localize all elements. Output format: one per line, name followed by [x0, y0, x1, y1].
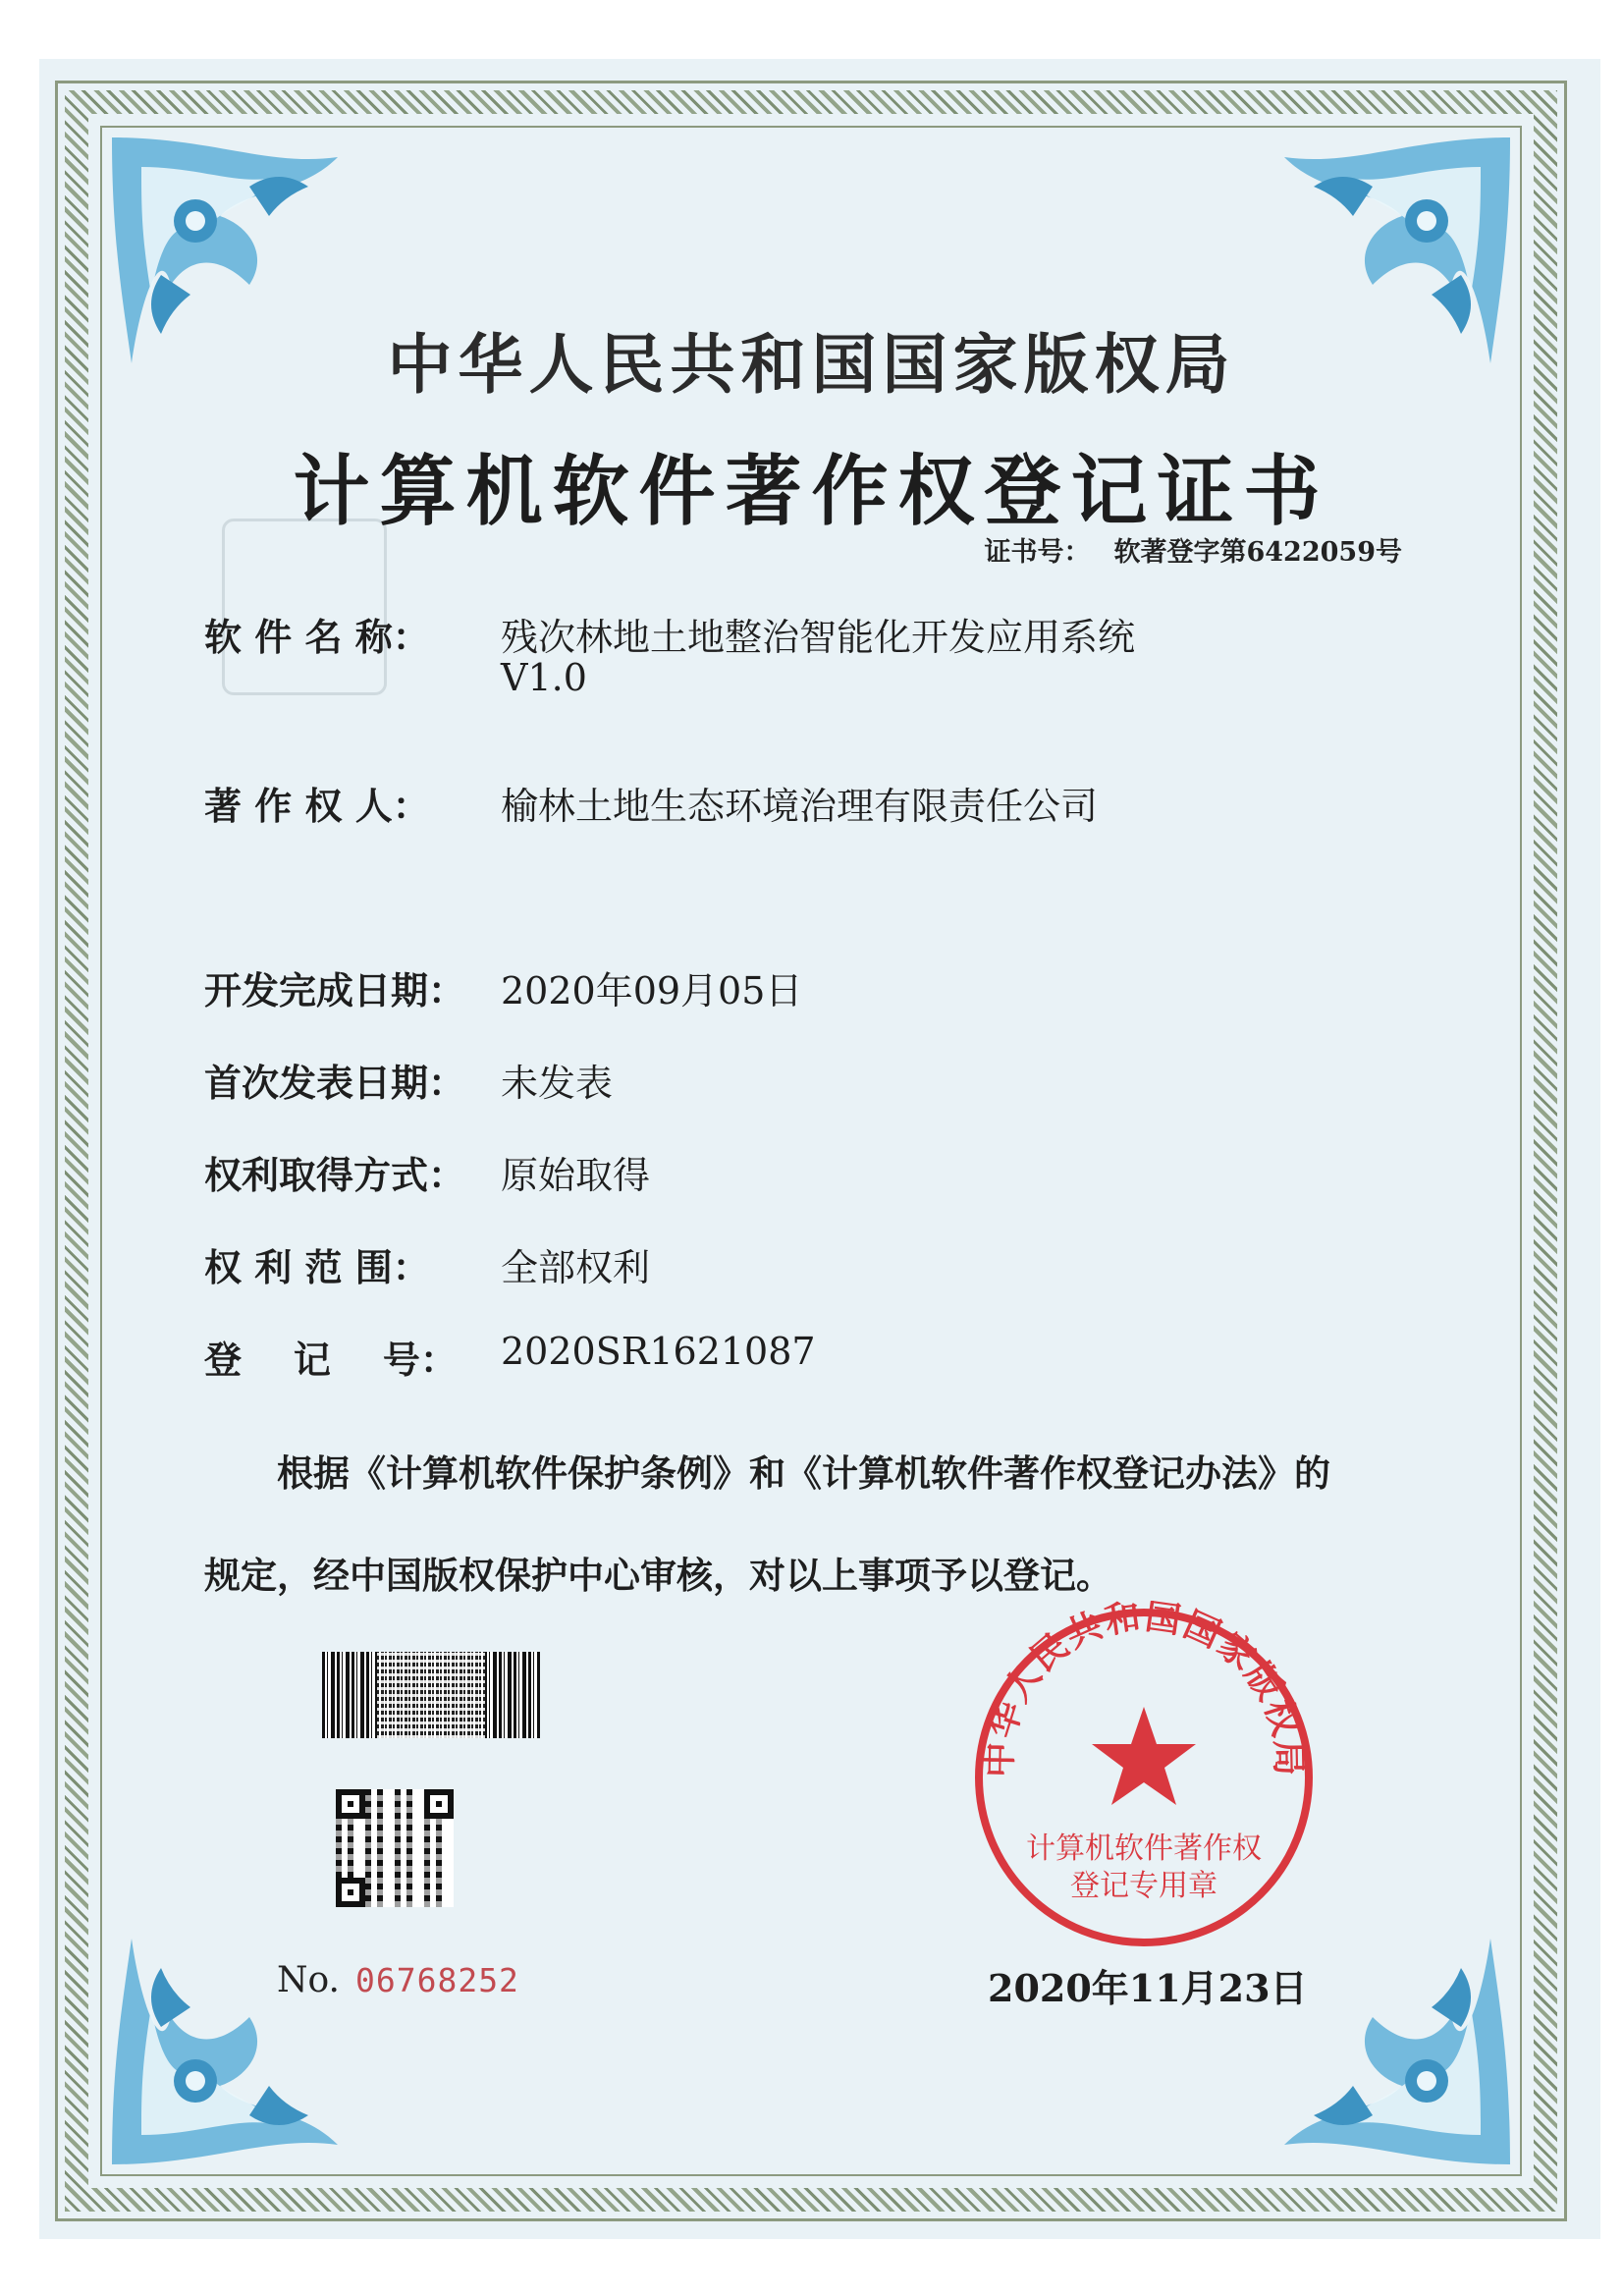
software-version-value: V1.0: [501, 656, 587, 699]
field-rights-scope: [204, 1237, 651, 1291]
field-copyright-owner: [204, 776, 1099, 830]
field-registration-number: [204, 1330, 816, 1384]
seal-inner-text-1: 计算机软件著作权: [1026, 1831, 1262, 1866]
seal-outer-text: 中华人民共和国国家版权局: [978, 1601, 1310, 1778]
issue-date: 2020年11月23日: [988, 1966, 1308, 2010]
statement-line-2: 规定，经中国版权保护中心审核，对以上事项予以登记。: [204, 1554, 1112, 1597]
field-software-name: [204, 607, 1136, 699]
statement-line-1: 根据《计算机软件保护条例》和《计算机软件著作权登记办法》的: [277, 1451, 1330, 1495]
field-label: 首次发表日期：: [204, 1061, 466, 1105]
serial-number: [277, 1960, 519, 2000]
seal-inner-text-2: 登记专用章: [1070, 1869, 1217, 1903]
serial-prefix: No.: [277, 1960, 340, 2000]
barcode: [322, 1652, 540, 1738]
dev-date-value: 2020年09月05日: [501, 969, 803, 1012]
qr-finder-pattern: [336, 1878, 365, 1907]
field-label: 软 件 名 称：: [204, 615, 430, 659]
official-seal: [967, 1601, 1321, 1954]
qr-finder-pattern: [336, 1789, 365, 1819]
field-label: 权利取得方式：: [204, 1153, 466, 1197]
corner-ornament-bottom-left: [102, 1919, 357, 2174]
field-dev-completion-date: [204, 960, 803, 1014]
owner-value: 榆林土地生态环境治理有限责任公司: [501, 785, 1099, 828]
field-label: 权 利 范 围：: [204, 1245, 430, 1289]
field-acquisition-method: [204, 1145, 651, 1199]
registration-number-value: 2020SR1621087: [501, 1330, 816, 1373]
issuing-authority-title: 中华人民共和国国家版权局: [387, 326, 1236, 403]
certificate-title: 计算机软件著作权登记证书: [293, 447, 1330, 536]
corner-ornament-bottom-right: [1265, 1919, 1520, 2174]
serial-value: 06768252: [354, 1961, 519, 1999]
certificate-number: [984, 530, 1402, 569]
scope-value: 全部权利: [501, 1246, 651, 1289]
acquisition-value: 原始取得: [501, 1154, 651, 1197]
qr-finder-pattern: [424, 1789, 454, 1819]
pub-date-value: 未发表: [501, 1062, 614, 1105]
field-first-publication-date: [204, 1053, 614, 1107]
certificate-number-value: 软著登字第6422059号: [1113, 537, 1402, 568]
certificate-number-label: 证书号：: [984, 537, 1091, 568]
qr-code: [336, 1789, 454, 1907]
field-label: 开发完成日期：: [204, 968, 466, 1012]
field-label: 著 作 权 人：: [204, 784, 430, 828]
seal-star-icon: [1092, 1707, 1196, 1805]
field-label: 登 记 号：: [204, 1338, 458, 1382]
software-name-value: 残次林地土地整治智能化开发应用系统: [501, 616, 1136, 659]
barcode-2d-segment: [377, 1652, 485, 1738]
